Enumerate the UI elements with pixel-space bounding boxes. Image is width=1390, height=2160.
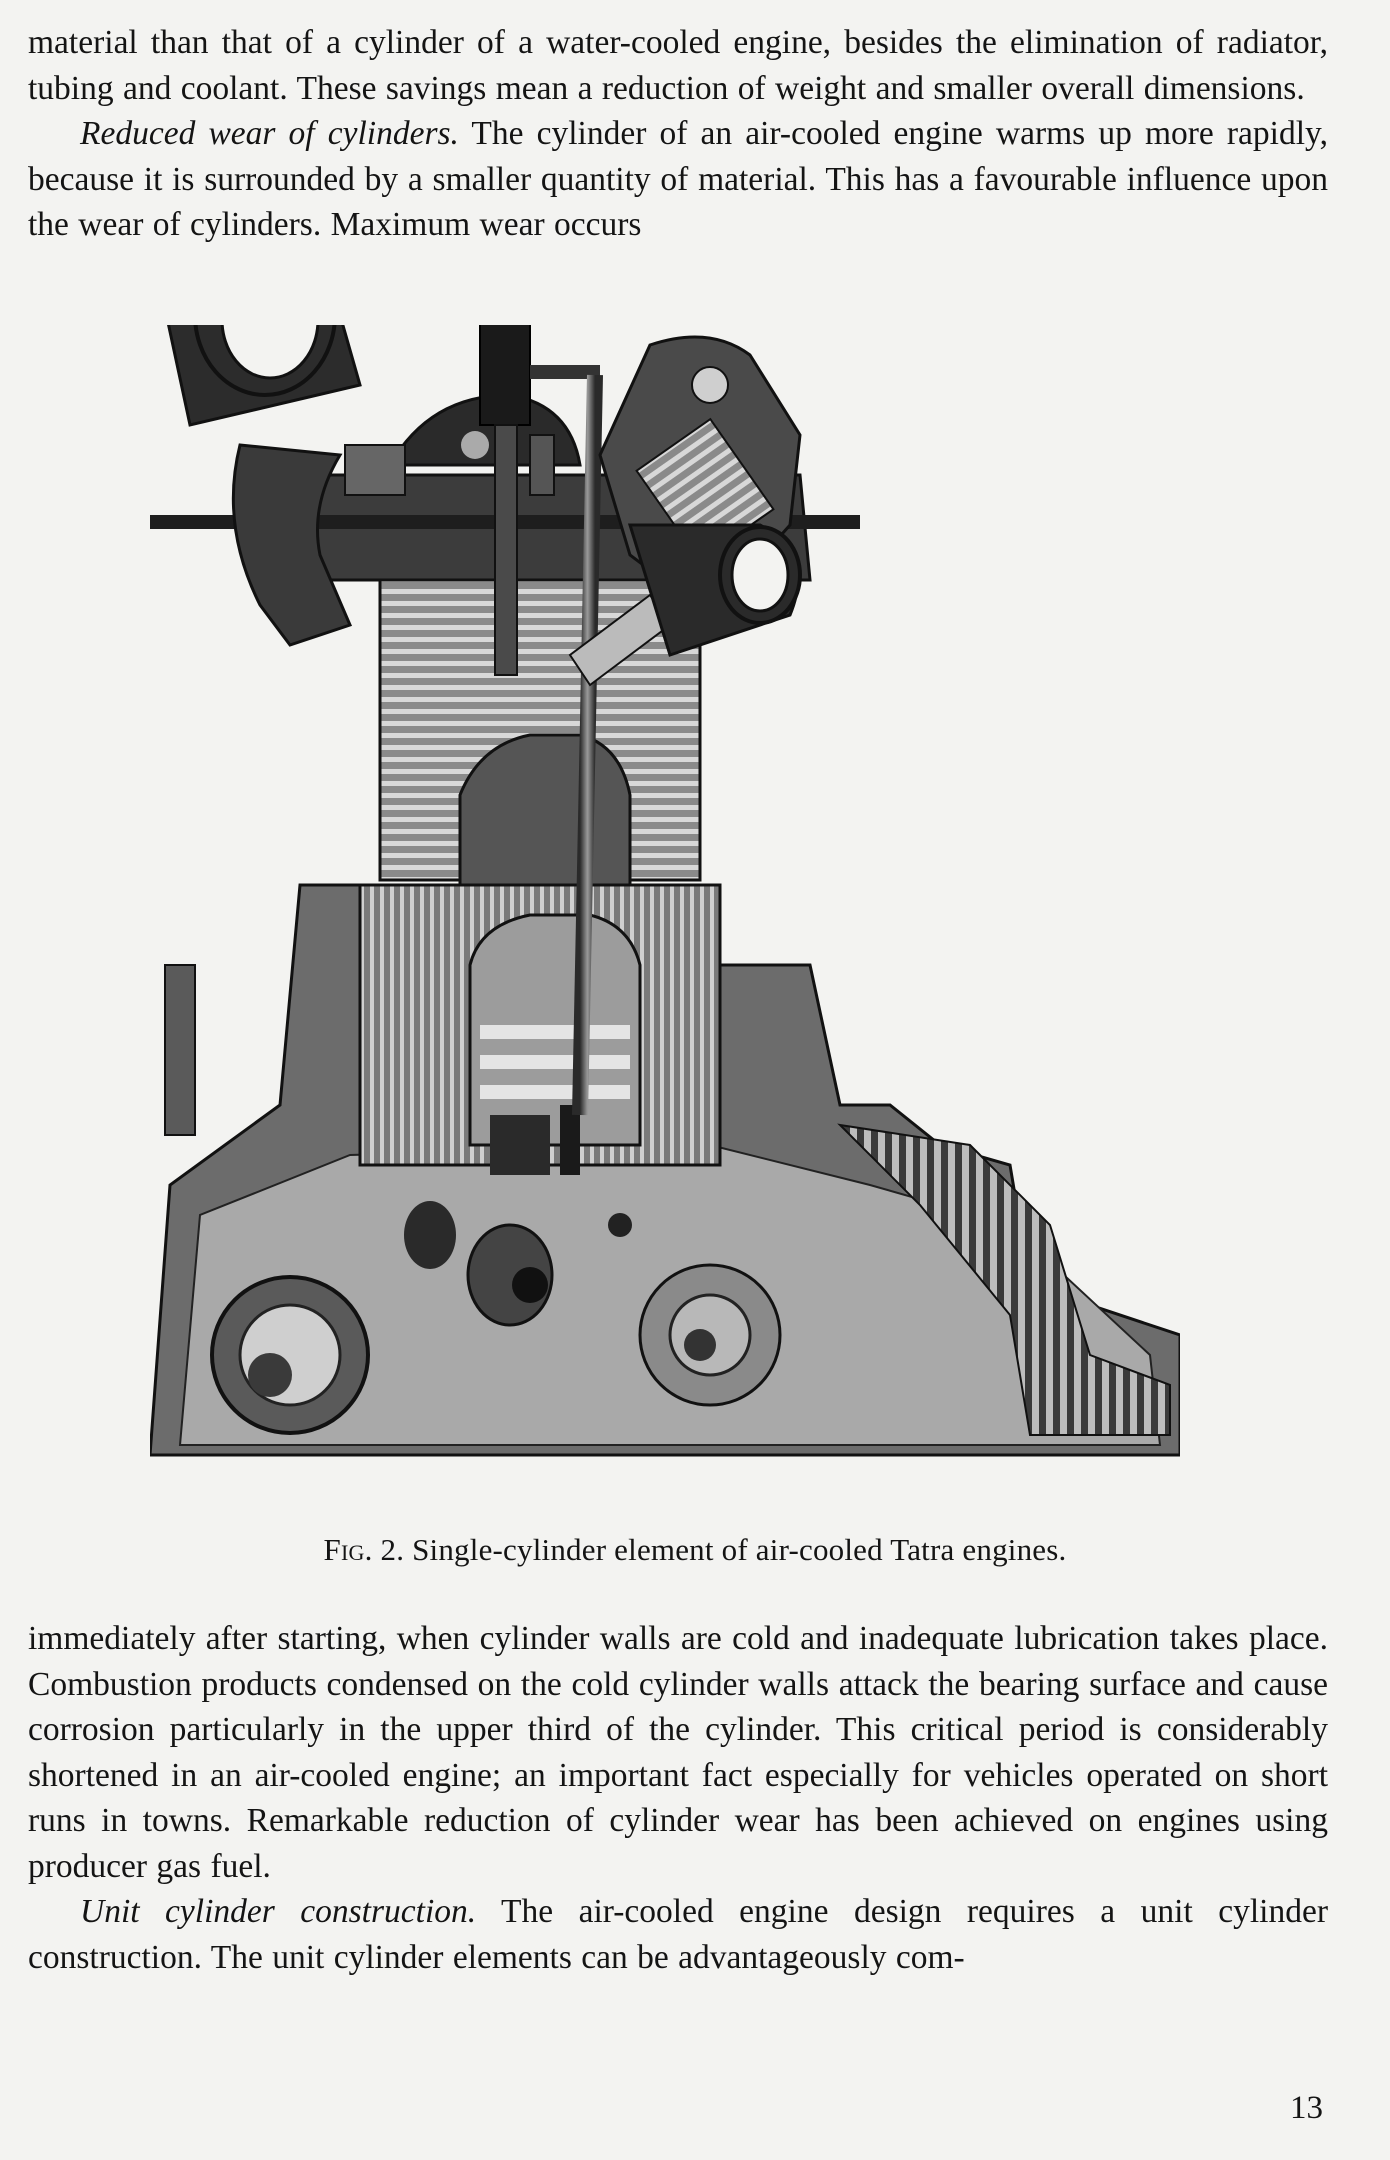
bottom-text-block (28, 1616, 1328, 1980)
paragraph-unit-cylinder (28, 1889, 1328, 1980)
top-text-block (28, 20, 1328, 248)
figure-caption-text: Single-cylinder element of air-cooled Tatra engines. (404, 1532, 1067, 1567)
reduced-wear-text: The cylinder of an air-cooled engine warms up more rapidly, because it is surrounded by a smaller quantity of material. This has a favourable influence upon the wear of cylinders. Maximum wear occurs (28, 115, 1328, 243)
figure-caption (0, 1532, 1390, 1568)
paragraph-reduced-wear (28, 111, 1328, 248)
engine-figure-image (150, 325, 1180, 1475)
page-number: 13 (1290, 2090, 1323, 2126)
unit-cylinder-heading: Unit cylinder construction. (80, 1893, 477, 1930)
paragraph-cold-start: immediately after starting, when cylinder walls are cold and inadequate lubrication takes place. Combustion products condensed on the cold cylinder walls attack the bearing surface and cause corrosion particularly in the upper third of the cylinder. This critical period is considerably shortened in an air-cooled engine; an important fact especially for vehicles operated on short runs in towns. Remarkable reduction of cylinder wear has been achieved on engines using producer gas fuel. (28, 1620, 1328, 1885)
paragraph-continuation: material than that of a cylinder of a water-cooled engine, besides the elimination of radiator, tubing and coolant. These savings mean a reduction of weight and smaller overall dimensions. (28, 24, 1328, 107)
unit-cylinder-text: The air-cooled engine design requires a unit cylinder construction. The unit cylinder elements can be advantageously com- (28, 1893, 1328, 1976)
reduced-wear-heading: Reduced wear of cylinders. (80, 115, 459, 152)
figure-label: Fig. 2. (323, 1532, 405, 1567)
